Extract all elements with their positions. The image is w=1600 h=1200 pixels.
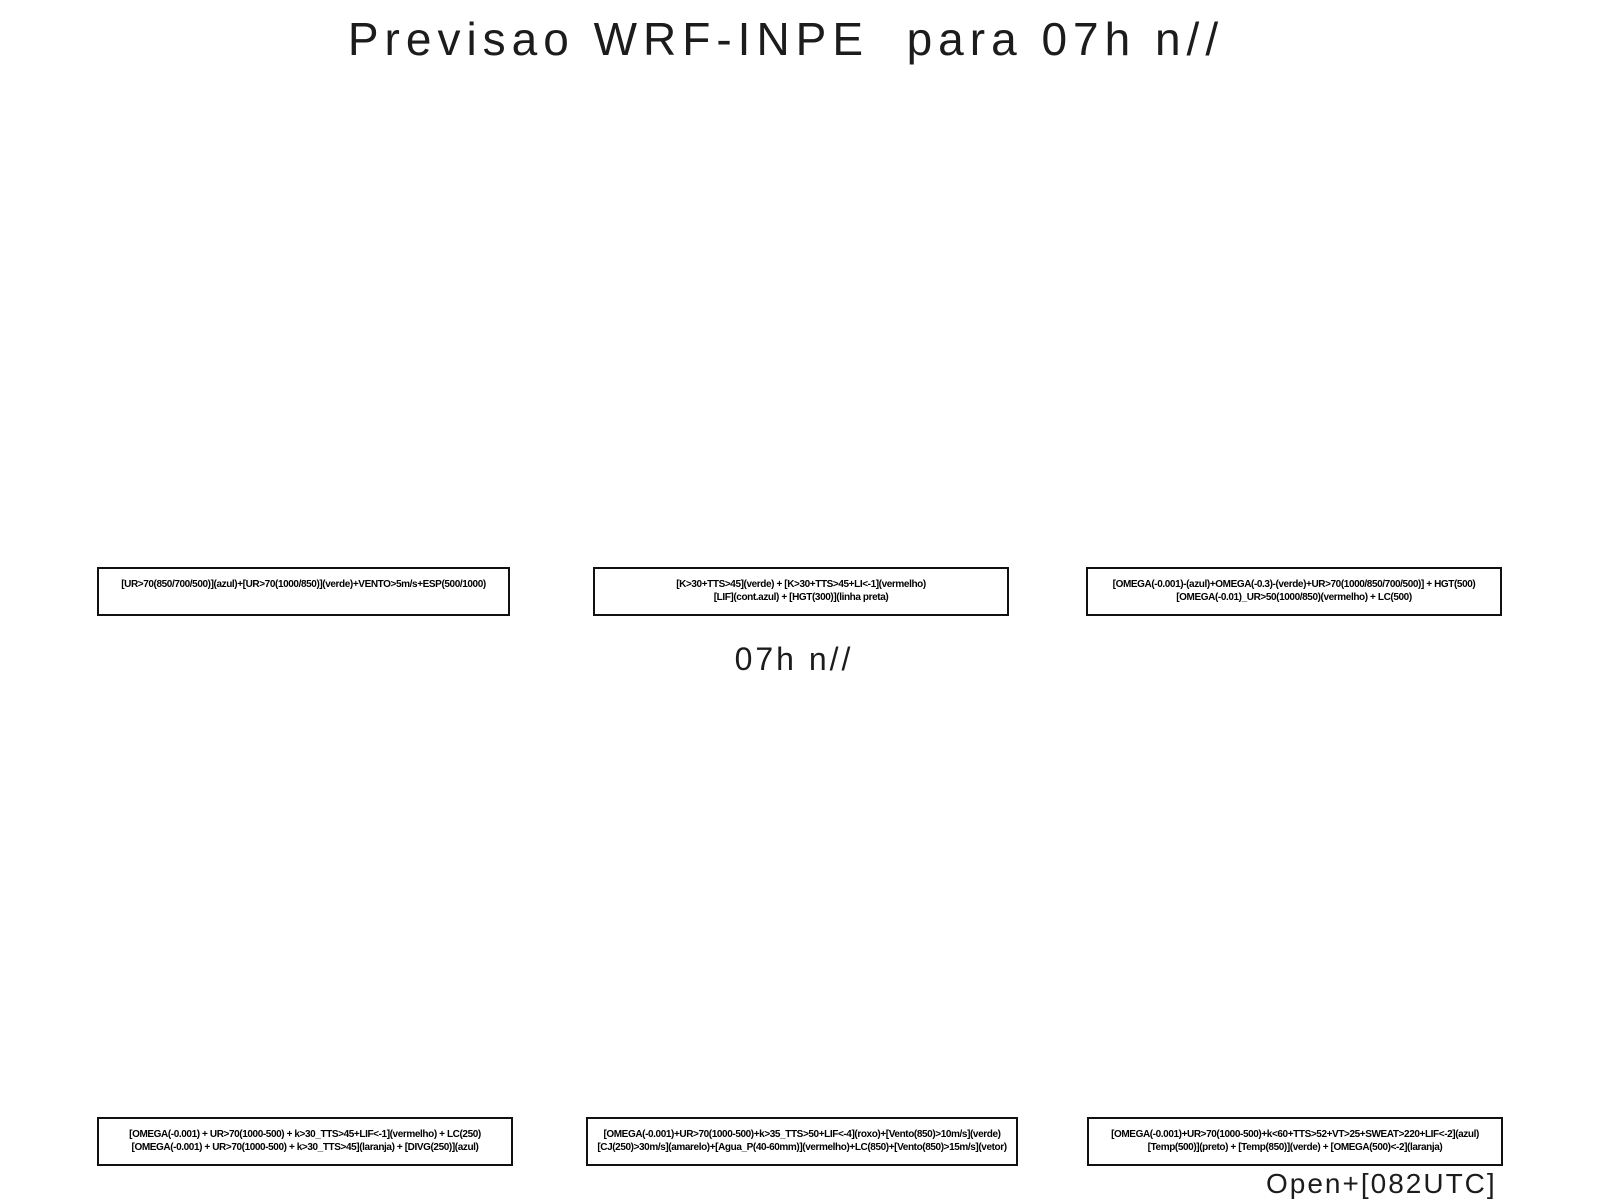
legend-box-top-right — [1086, 567, 1502, 616]
legend-box-bottom-center — [586, 1117, 1018, 1166]
legend-line: [OMEGA(-0.01)_UR>50(1000/850)(vermelho) + LC(500) — [1176, 592, 1412, 603]
legend-line: [OMEGA(-0.001) + UR>70(1000-500) + k>30_TTS>45+LIF<-1](vermelho) + LC(250) — [129, 1129, 481, 1140]
legend-line: [K>30+TTS>45](verde) + [K>30+TTS>45+LI<-1](vermelho) — [676, 579, 926, 590]
legend-box-bottom-left — [97, 1117, 513, 1166]
legend-line: [OMEGA(-0.001)-(azul)+OMEGA(-0.3)-(verde)+UR>70(1000/850/700/500)] + HGT(500) — [1112, 579, 1476, 590]
legend-line: [UR>70(850/700/500)](azul)+[UR>70(1000/850)](verde)+VENTO>5m/s+ESP(500/1000) — [121, 579, 486, 590]
legend-line: [Temp(500)](preto) + [Temp(850)](verde) + [OMEGA(500)<-2](laranja) — [1147, 1142, 1443, 1153]
footer-open-utc-label: Open+[082UTC] — [1266, 1168, 1497, 1199]
legend-line: [OMEGA(-0.001) + UR>70(1000-500) + k>30_TTS>45](laranja) + [DIVG(250)](azul) — [131, 1142, 479, 1153]
legend-line: [LIF](cont.azul) + [HGT(300)](linha preta) — [713, 592, 889, 603]
legend-box-bottom-right — [1087, 1117, 1503, 1166]
legend-line: [CJ(250)>30m/s](amarelo)+[Agua_P(40-60mm)](vermelho)+LC(850)+[Vento(850)>15m/s](vetor) — [597, 1142, 1007, 1153]
forecast-hour-label: 07h n// — [734, 641, 854, 677]
legend-box-top-left — [97, 567, 510, 616]
legend-line: [OMEGA(-0.001)+UR>70(1000-500)+k<60+TTS>52+VT>25+SWEAT>220+LIF<-2](azul) — [1111, 1129, 1479, 1140]
legend-box-top-center — [593, 567, 1009, 616]
page-title: Previsao WRF-INPE para 07h n// — [347, 13, 1225, 65]
legend-line: [OMEGA(-0.001)+UR>70(1000-500)+k>35_TTS>50+LIF<-4](roxo)+[Vento(850)>10m/s](verde) — [603, 1129, 1001, 1140]
